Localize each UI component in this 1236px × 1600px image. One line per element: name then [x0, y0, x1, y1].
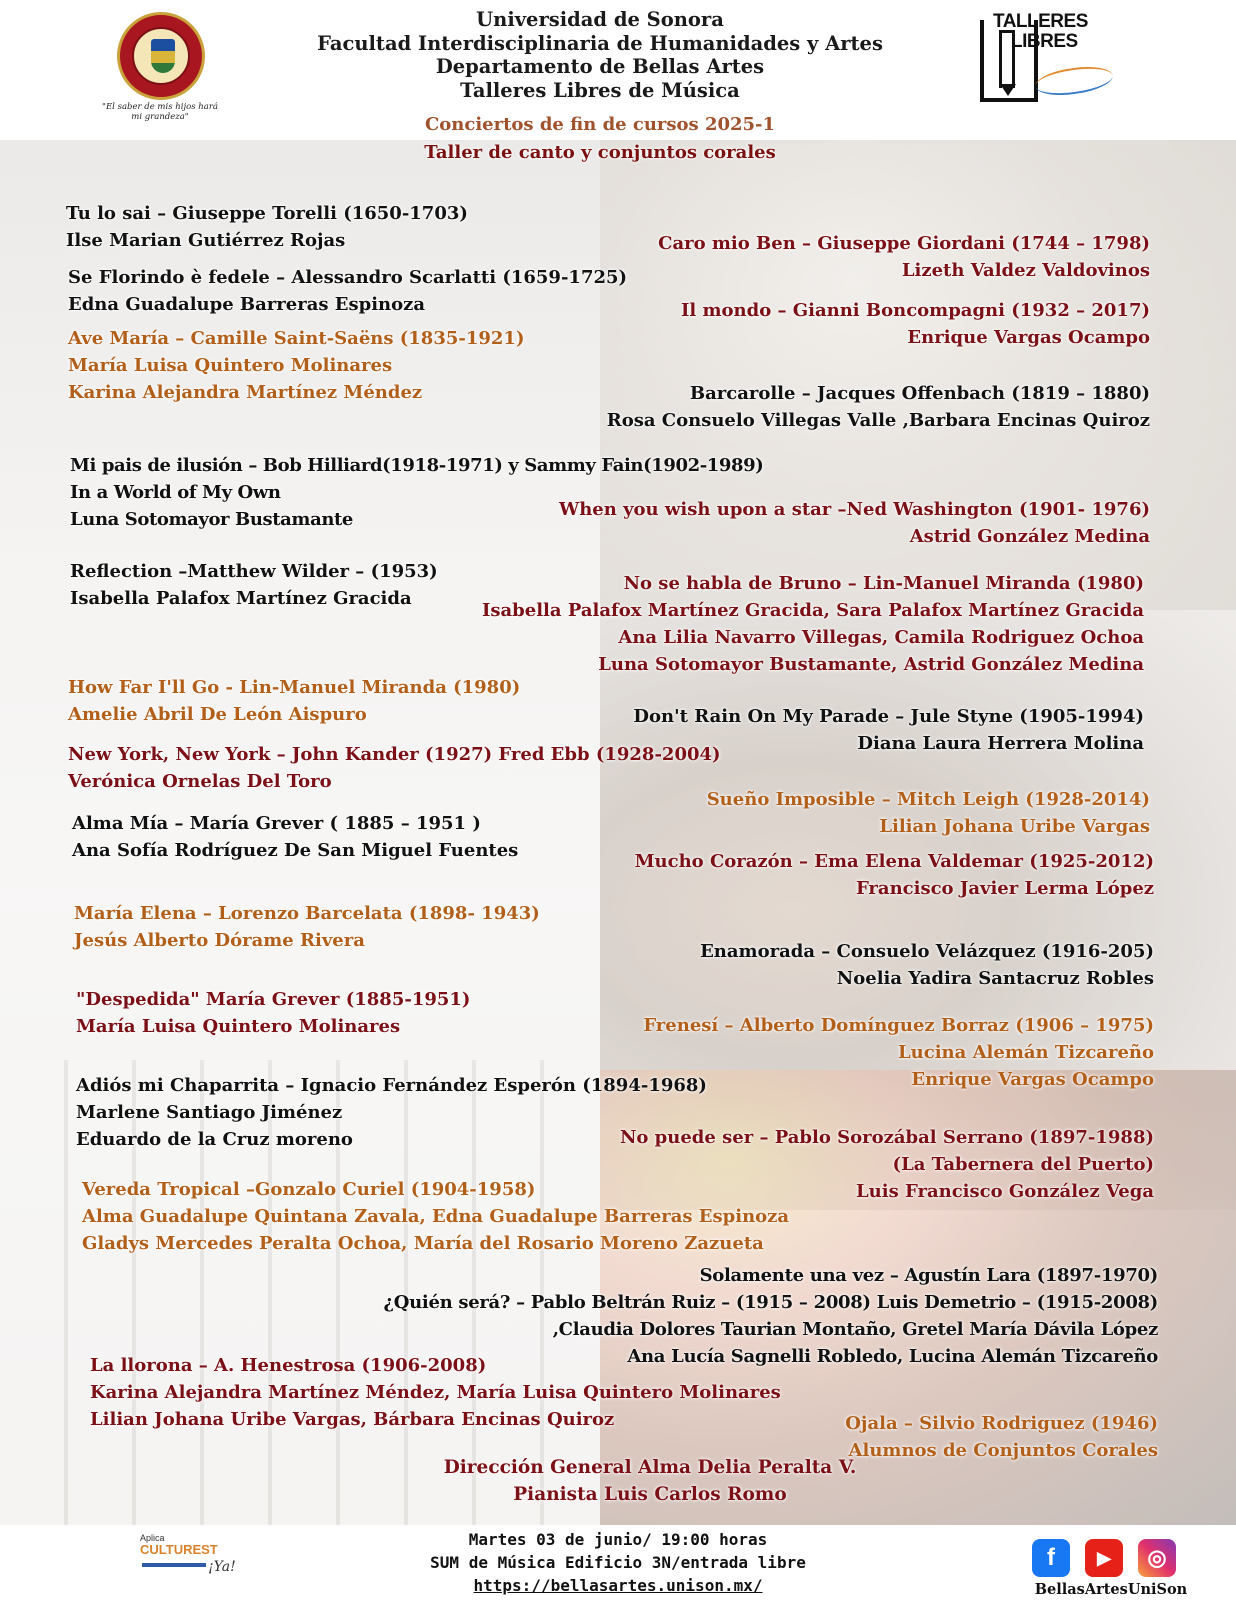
program-item [74, 900, 540, 954]
song-title: Alma Mía – María Grever ( 1885 – 1951 ) [72, 813, 481, 834]
song-title: Sueño Imposible – Mitch Leigh (1928-2014) [706, 789, 1150, 810]
performer: Ana Lucía Sagnelli Robledo, Lucina Alemán Tizcareño [627, 1346, 1158, 1367]
institution-heading [300, 8, 900, 102]
song-title: Enamorada – Consuelo Velázquez (1916-205) [700, 941, 1154, 962]
performer: Lilian Johana Uribe Vargas, Bárbara Encinas Quiroz [90, 1409, 615, 1430]
performer: Eduardo de la Cruz moreno [76, 1129, 353, 1150]
program-item [66, 200, 468, 254]
song-title: Ojala – Silvio Rodriguez (1946) [845, 1413, 1158, 1434]
youtube-icon[interactable]: ▶ [1085, 1539, 1123, 1577]
program-item [681, 297, 1150, 351]
culturest-name: CULTUREST [140, 1542, 218, 1557]
song-title: Solamente una vez – Agustín Lara (1897-1970) [699, 1265, 1158, 1286]
program-item [482, 570, 1144, 678]
facebook-icon[interactable]: f [1032, 1539, 1070, 1577]
song-title: Ave María – Camille Saint-Saëns (1835-1921) [68, 328, 525, 349]
song-title: No se habla de Bruno – Lin-Manuel Miranda (1980) [623, 573, 1144, 594]
performer: Karina Alejandra Martínez Méndez [68, 382, 423, 403]
logo-text-talleres: TALLERES [993, 11, 1088, 32]
performer: Luna Sotomayor Bustamante [70, 509, 353, 530]
program-item [635, 848, 1154, 902]
program-item [384, 1262, 1158, 1370]
program-item [700, 938, 1154, 992]
performer: Ana Lilia Navarro Villegas, Camila Rodriguez Ochoa [618, 627, 1144, 648]
event-venue: SUM de Música Edificio 3N/entrada libre [430, 1553, 806, 1572]
faculty-name: Facultad Interdisciplinaria de Humanidades y Artes [317, 31, 883, 55]
program-item [68, 325, 524, 406]
program-item [68, 674, 520, 728]
performer: Ana Sofía Rodríguez De San Miguel Fuentes [72, 840, 519, 861]
event-date-time: Martes 03 de junio/ 19:00 horas [468, 1530, 768, 1549]
general-direction: Dirección General Alma Delia Peralta V. [443, 1457, 857, 1478]
song-title: ¿Quién será? – Pablo Beltrán Ruiz – (1915 – 2008) Luis Demetrio – (1915-2008) [383, 1292, 1158, 1313]
pianist: Pianista Luis Carlos Romo [513, 1484, 787, 1505]
program-item [76, 1072, 707, 1153]
culturest-logo [140, 1533, 260, 1583]
song-title: Se Florindo è fedele – Alessandro Scarlatti (1659-1725) [68, 267, 628, 288]
song-title: Frenesí – Alberto Domínguez Borraz (1906 – 1975) [643, 1015, 1154, 1036]
performer: Enrique Vargas Ocampo [907, 327, 1150, 348]
program-item [607, 380, 1150, 434]
performer: Lucina Alemán Tizcareño [898, 1042, 1154, 1063]
program-item [68, 264, 627, 318]
song-title: Reflection –Matthew Wilder – (1953) [70, 561, 438, 582]
song-title: Barcarolle – Jacques Offenbach (1819 – 1880) [689, 383, 1150, 404]
song-title: María Elena – Lorenzo Barcelata (1898- 1943) [74, 903, 540, 924]
song-title: Caro mio Ben – Giuseppe Giordani (1744 – 1798) [658, 233, 1150, 254]
instagram-icon[interactable]: ◎ [1138, 1539, 1176, 1577]
performer: Jesús Alberto Dórame Rivera [74, 930, 365, 951]
performer: Ilse Marian Gutiérrez Rojas [66, 230, 346, 251]
department-name: Departamento de Bellas Artes [435, 55, 765, 78]
performer: Alumnos de Conjuntos Corales [848, 1440, 1158, 1461]
performer: Rosa Consuelo Villegas Valle ,Barbara Encinas Quiroz [606, 410, 1150, 431]
culturest-ya: ¡Ya! [208, 1559, 236, 1575]
performer: Francisco Javier Lerma López [855, 878, 1154, 899]
performer: Enrique Vargas Ocampo [911, 1069, 1154, 1090]
song-subtitle: In a World of My Own [70, 482, 281, 503]
performer: Marlene Santiago Jiménez [76, 1102, 343, 1123]
song-title: La llorona – A. Henestrosa (1906-2008) [90, 1355, 487, 1376]
performer: Gladys Mercedes Peralta Ochoa, María del Rosario Moreno Zazueta [82, 1233, 764, 1254]
culturest-aplica: Aplica [140, 1533, 165, 1543]
performer: Astrid González Medina [909, 526, 1150, 547]
song-title: No puede ser – Pablo Sorozábal Serrano (1897-1988) [619, 1127, 1154, 1148]
website-link[interactable]: https://bellasartes.unison.mx/ [473, 1576, 763, 1595]
program-item [70, 558, 438, 612]
song-title: New York, New York – John Kander (1927) Fred Ebb (1928-2004) [68, 744, 721, 765]
song-title: Don't Rain On My Parade – Jule Styne (1905-1994) [633, 706, 1144, 727]
university-seal-icon [117, 12, 205, 100]
song-title: Tu lo sai – Giuseppe Torelli (1650-1703) [66, 203, 468, 224]
workshop-title: Taller de canto y conjuntos corales [424, 142, 776, 163]
performer: Amelie Abril De León Aispuro [68, 704, 367, 725]
concert-subtitle: Conciertos de fin de cursos 2025-1 [424, 114, 776, 135]
event-info [400, 1528, 836, 1597]
song-title: Mucho Corazón – Ema Elena Valdemar (1925-2012) [634, 851, 1154, 872]
program-item [658, 230, 1150, 284]
program-item [68, 741, 721, 795]
performer: Karina Alejandra Martínez Méndez, María Luisa Quintero Molinares [90, 1382, 781, 1403]
performer: Luna Sotomayor Bustamante, Astrid González Medina [598, 654, 1144, 675]
university-name: Universidad de Sonora [476, 8, 724, 31]
performer: Diana Laura Herrera Molina [857, 733, 1144, 754]
performer: María Luisa Quintero Molinares [68, 355, 393, 376]
performer: Isabella Palafox Martínez Gracida, Sara Palafox Martínez Gracida [481, 600, 1144, 621]
performer: Luis Francisco González Vega [856, 1181, 1154, 1202]
performer: Noelia Yadira Santacruz Robles [836, 968, 1154, 989]
performer: Edna Guadalupe Barreras Espinoza [68, 294, 426, 315]
performer: Verónica Ornelas Del Toro [68, 771, 332, 792]
song-subtitle: (La Tabernera del Puerto) [892, 1154, 1154, 1175]
program-item [559, 496, 1150, 550]
program-item [707, 786, 1150, 840]
performer: Isabella Palafox Martínez Gracida [70, 588, 412, 609]
program-item [72, 810, 518, 864]
talleres-libres-logo [975, 10, 1115, 106]
song-title: Adiós mi Chaparrita – Ignacio Fernández Esperón (1894-1968) [76, 1075, 707, 1096]
performer: Lilian Johana Uribe Vargas [879, 816, 1150, 837]
performer: Lizeth Valdez Valdovinos [901, 260, 1150, 281]
performer: Alma Guadalupe Quintana Zavala, Edna Guadalupe Barreras Espinoza [82, 1206, 790, 1227]
program-item [633, 703, 1144, 757]
social-handle: BellasArtesUniSon [1034, 1581, 1188, 1598]
seal-motto: "El saber de mis hijos hará mi grandeza" [102, 102, 218, 122]
performer: ,Claudia Dolores Taurian Montaño, Gretel María Dávila López [552, 1319, 1158, 1340]
song-title: Vereda Tropical –Gonzalo Curiel (1904-1958) [82, 1179, 536, 1200]
song-title: Il mondo – Gianni Boncompagni (1932 – 2017) [680, 300, 1150, 321]
workshops-name: Talleres Libres de Música [460, 78, 740, 102]
program-item [76, 986, 470, 1040]
logo-text-libres: LIBRES [1011, 31, 1078, 52]
program-item [620, 1124, 1154, 1205]
song-title: "Despedida" María Grever (1885-1951) [76, 989, 471, 1010]
song-title: When you wish upon a star –Ned Washington (1901- 1976) [558, 499, 1150, 520]
footer [0, 1525, 1236, 1600]
song-title: How Far I'll Go - Lin-Manuel Miranda (1980) [68, 677, 521, 698]
song-title: Mi pais de ilusión – Bob Hilliard(1918-1971) y Sammy Fain(1902-1989) [70, 455, 764, 476]
performer: María Luisa Quintero Molinares [76, 1016, 401, 1037]
social-links [1030, 1539, 1190, 1599]
credits [300, 1454, 1000, 1508]
program-item [643, 1012, 1154, 1093]
